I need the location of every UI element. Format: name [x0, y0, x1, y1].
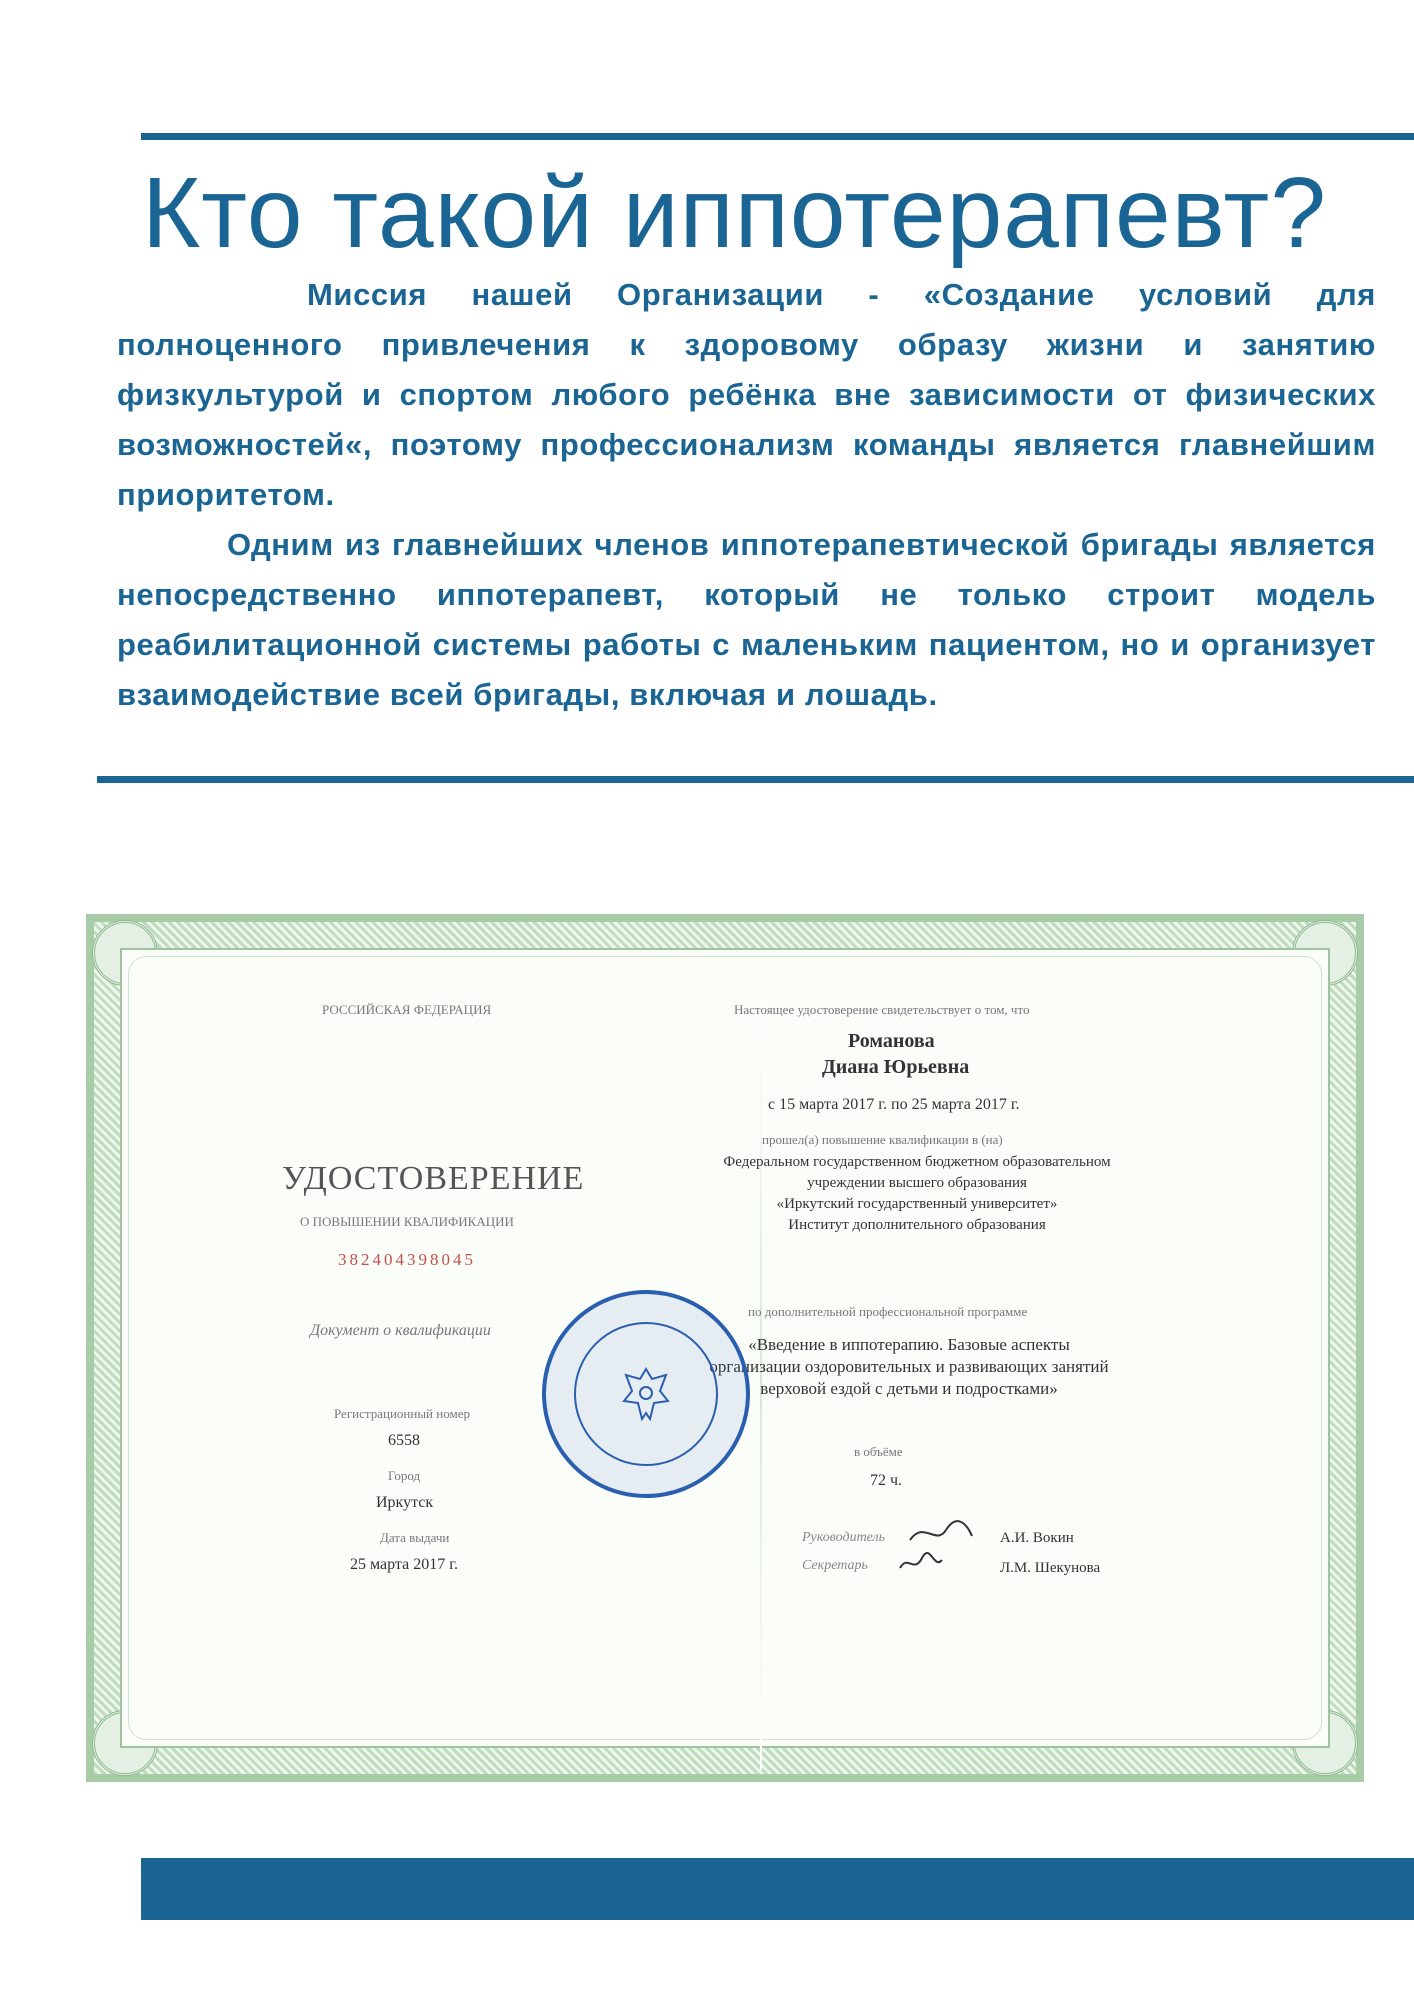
volume: 72 ч. [870, 1472, 903, 1489]
reg-number: 6558 [388, 1432, 420, 1449]
official-stamp [542, 1290, 750, 1498]
paragraph-hippotherapist: Одним из главнейших членов иппотерапевтической бригады является непосредственно иппотерапевт, который не только строит модель реабилитационной системы работы с маленьким пациентом, но и организует взаимодействие всей бригады, включая и лошадь. [117, 527, 1376, 712]
secretary-name: Л.М. Шекунова [1000, 1560, 1101, 1576]
program-label: по дополнительной профессиональной программе [748, 1304, 1028, 1319]
city-label: Город [388, 1468, 421, 1483]
reg-label: Регистрационный номер [334, 1406, 470, 1421]
head-name: А.И. Вокин [1000, 1530, 1074, 1546]
page-title: Кто такой иппотерапевт? [142, 157, 1327, 269]
certificate-image [72, 908, 1378, 1810]
issue-date: 25 марта 2017 г. [350, 1556, 458, 1573]
mission-text [117, 270, 1376, 720]
issue-label: Дата выдачи [380, 1530, 450, 1545]
head-label: Руководитель [802, 1530, 886, 1545]
person-name: Диана Юрьевна [822, 1056, 970, 1078]
secretary-label: Секретарь [802, 1558, 868, 1573]
volume-label: в объёме [854, 1444, 903, 1459]
cert-country: РОССИЙСКАЯ ФЕДЕРАЦИЯ [322, 1002, 492, 1017]
study-period: с 15 марта 2017 г. по 25 марта 2017 г. [768, 1096, 1020, 1113]
person-surname: Романова [848, 1030, 935, 1052]
middle-rule [97, 776, 1414, 783]
cert-intro: Настоящее удостоверение свидетельствует о том, что [734, 1002, 1030, 1017]
footer-bar [141, 1858, 1414, 1920]
organization: Федеральном государственном бюджетном образовательном учреждении высшего образования «Иркутский государственный университет» Институт дополнительного образования [723, 1154, 1111, 1233]
city: Иркутск [376, 1494, 434, 1511]
cert-doc-type: Документ о квалификации [310, 1322, 491, 1339]
cert-serial: 382404398045 [338, 1250, 476, 1269]
head-signature [906, 1516, 976, 1550]
paragraph-mission: Миссия нашей Организации - «Создание условий для полноценного привлечения к здоровому образу жизни и занятию физкультурой и спортом любого ребёнка вне зависимости от физических возможностей«, поэтому профессионализм команды является главнейшим приоритетом. [117, 277, 1376, 512]
cert-title: УДОСТОВЕРЕНИЕ [282, 1160, 585, 1197]
eagle-emblem-icon [616, 1361, 676, 1427]
passed-text: прошел(а) повышение квалификации в (на) [762, 1132, 1003, 1147]
program-name: «Введение в иппотерапию. Базовые аспекты организации оздоровительных и развивающих занятий верховой ездой с детьми и подростками» [709, 1335, 1109, 1398]
top-rule [141, 133, 1414, 140]
cert-subtitle: О ПОВЫШЕНИИ КВАЛИФИКАЦИИ [300, 1214, 514, 1229]
secretary-signature [896, 1548, 946, 1576]
